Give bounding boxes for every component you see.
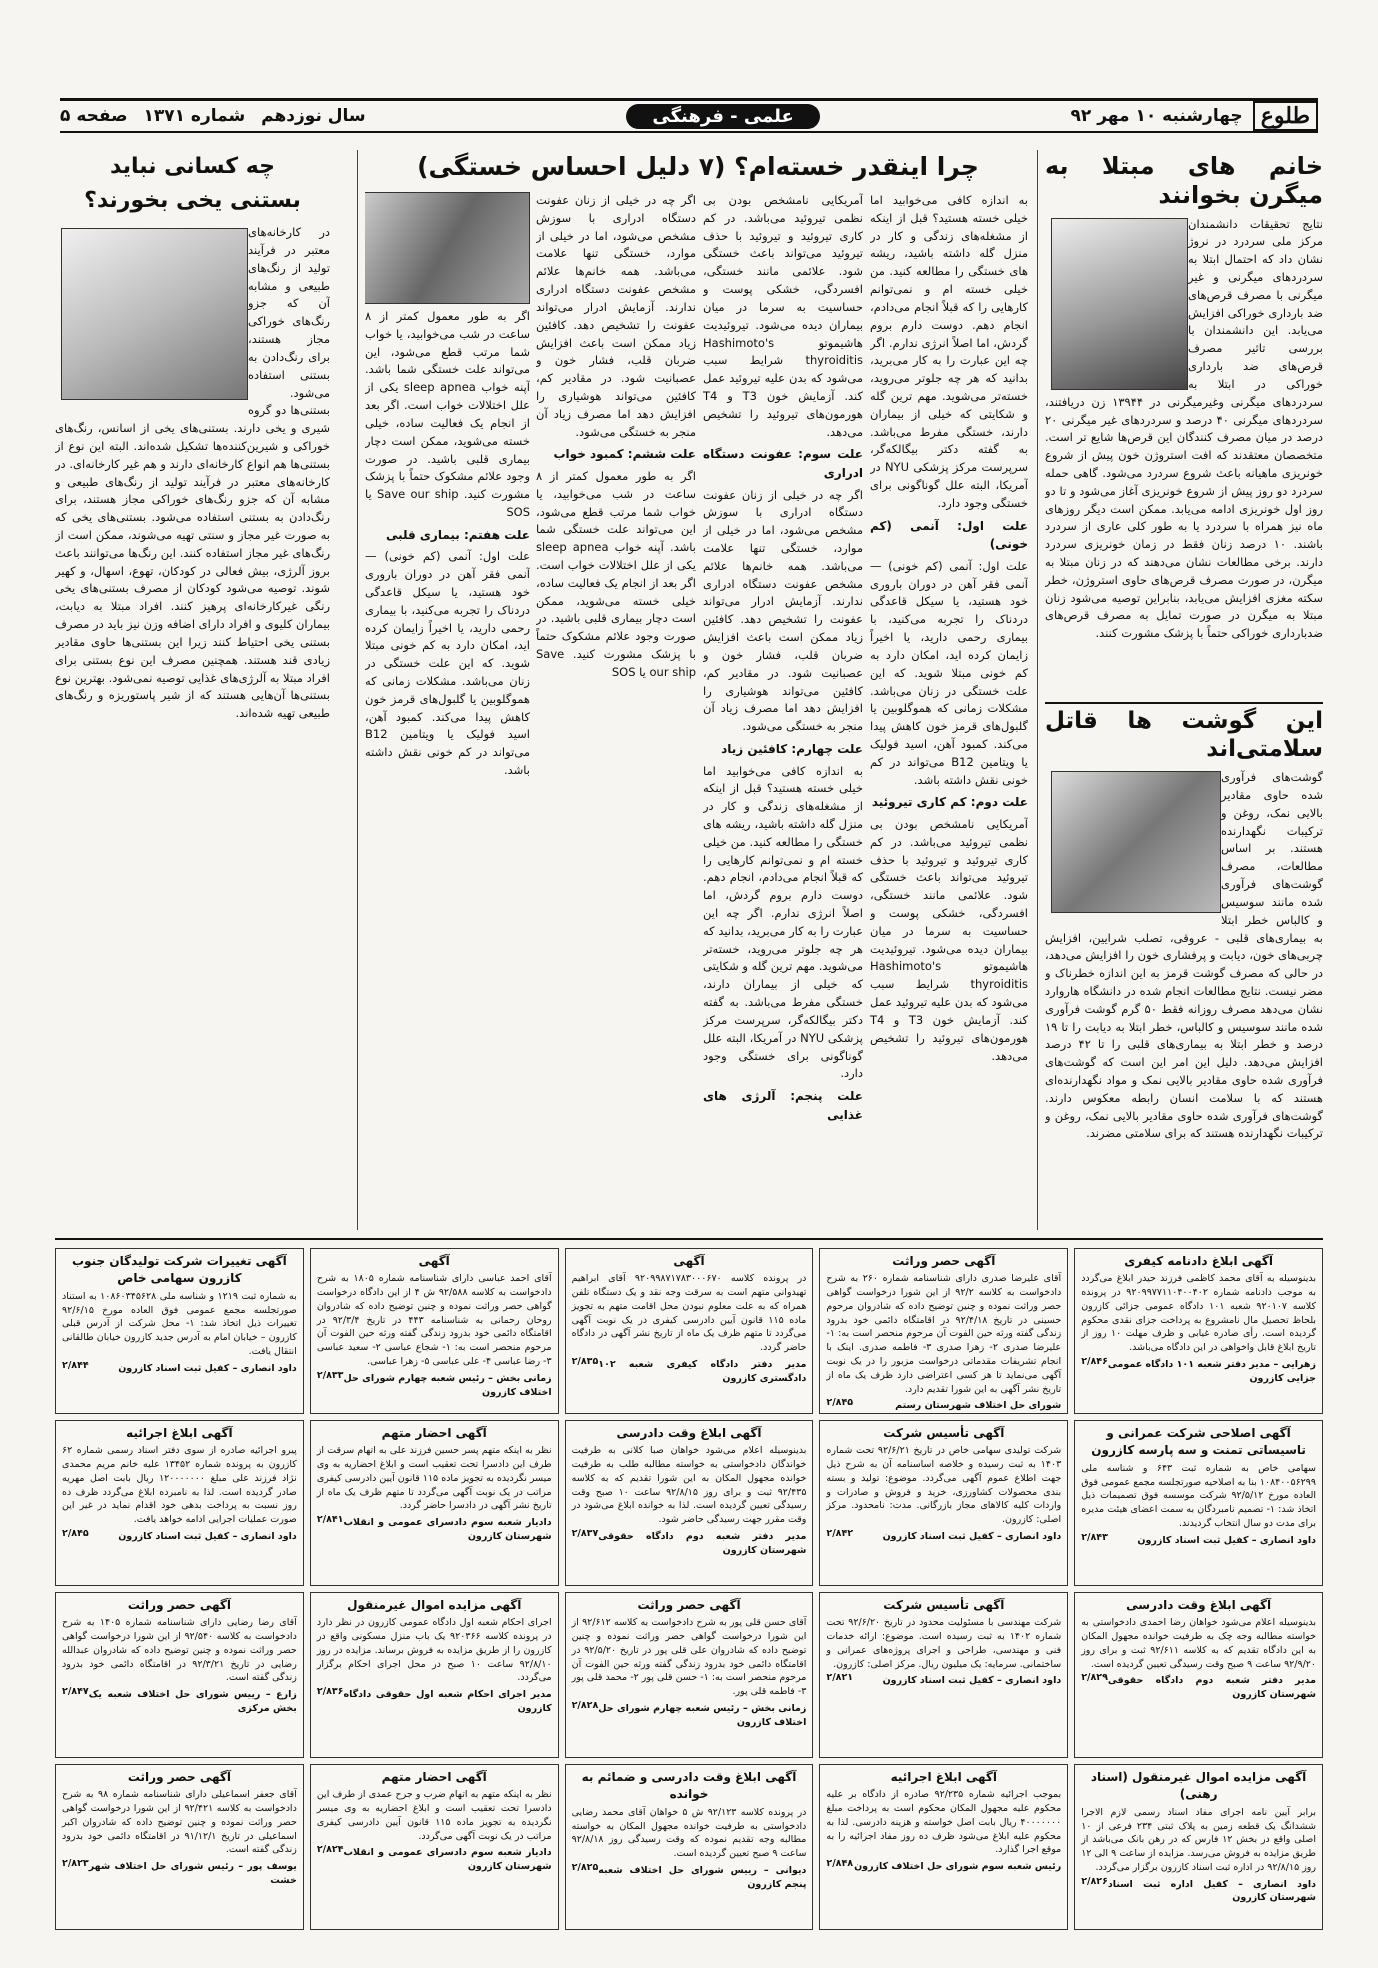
notice-signature: داود انصاری – کفیل ثبت اسناد کازرون bbox=[882, 1530, 1062, 1542]
notice-number: ۲/۸۴۶ bbox=[1081, 1355, 1108, 1367]
notice-body: بموجب اجرائیه شماره ۹۲/۲۳۵ صادره از دادگاه بر علیه محکوم علیه مجهول المکان محکوم است به پرداخت مبلغ ۴۰۰۰۰۰۰۰ ریال بابت اصل خواسته و هزینه دادرسی. لذا به محکوم علیه ابلاغ می‌شود ظرف ده روز مفاد اجرائیه را به موقع اجرا گذارد. bbox=[826, 1789, 1062, 1856]
notice-signature: یوسف پور – رئیس شورای حل اختلاف شهر خشت bbox=[88, 1861, 297, 1886]
legal-notice bbox=[55, 1420, 304, 1586]
notice-signature: زارع – رییس شورای حل اختلاف شعبه یک بخش مرکزی bbox=[88, 1689, 297, 1714]
fatigue-cause-2: علت دوم: کم کاری تیروئید bbox=[871, 795, 1028, 810]
legal-notice bbox=[565, 1764, 814, 1930]
fatigue-cause-1: علت اول: آنمی (کم خونی) bbox=[870, 518, 1028, 552]
article-migraine-title: خانم های مبتلا به میگرن بخوانند bbox=[1045, 152, 1323, 209]
notice-number: ۲/۸۲۶ bbox=[1081, 1875, 1108, 1887]
fatigue-cause-7-text: علت اول: آنمی (کم خونی) — آنمی فقر آهن در دوران باروری خود هستید، یا سیکل قاعدگی دردناک را تجربه می‌کنید، با بیماری رحمی دارید، یا اخیراً زایمان کرده اید، امکان دارد به کم خونی مبتلا شوید. که این علت خستگی در زنان می‌باشد. مشکلات زمانی که هموگلوبین یا گلبول‌های قرمز خون کاهش پیدا می‌کند. کمبود آهن، اسید فولیک یا ویتامین B12 می‌تواند در کم خونی نقش داشته باشد. bbox=[365, 549, 530, 778]
fatigue-cause-4: علت چهارم: کافئین زیاد bbox=[721, 741, 863, 756]
article-ice-cream bbox=[55, 150, 330, 1230]
masthead-right bbox=[1071, 101, 1318, 131]
article-fatigue-col1 bbox=[870, 192, 1028, 1232]
fatigue-col2-text: آمریکایی نامشخص بودن بی نظمی تیروئید می‌باشد. در کم کاری تیروئید و تیروئید با حذف تیروئید می‌تواند باعث خستگی شود. علائمی مانند خستگی، افسردگی، خشکی پوست و حساسیت به سرما در میان بیماران دیده می‌شود. تیروئیدیت هاشیموتو Hashimoto's thyroiditis شرایط سبب می‌شود که بدن علیه تیروئید عمل کند. آزمایش خون T3 و T4 هورمون‌های تیروئید را تشخیص می‌دهد. bbox=[703, 193, 863, 439]
notice-number: ۲/۸۴۵ bbox=[62, 1527, 89, 1539]
notice-title: آگهی ابلاغ وقت دادرسی و ضمائم به خوانده bbox=[581, 1770, 797, 1802]
ice-cream-photo bbox=[61, 228, 248, 400]
notice-signature: دادیار شعبه سوم دادسرای عمومی و انقلاب شهرستان کازرون bbox=[343, 1517, 552, 1542]
article-fatigue-col3 bbox=[536, 192, 696, 1232]
notice-number: ۲/۸۴۷ bbox=[62, 1686, 89, 1698]
legal-notice bbox=[310, 1592, 559, 1758]
notice-body: آقای حسن قلی پور به شرح دادخواست به کلاسه ۹۲/۶۱۲ از این شورا درخواست گواهی حصر وراثت نموده و چنین توضیح داده که شادروان علی قلی پور در تاریخ ۹۲/۵/۲۰ در اقامتگاه دائمی خود بدرود زندگی گفته ورثه حین الفوت آن مرحوم منحصر است به: ۱- حسن قلی پور ۲- محمد قلی پور ۳- فاطمه قلی پور. bbox=[571, 1617, 807, 1698]
legal-notice bbox=[819, 1592, 1068, 1758]
notice-body: آقای احمد عباسی دارای شناسنامه شماره ۱۸۰۵ به شرح دادخواست به کلاسه ۹۲/۵۸۸ ش ۴ از این دادگاه درخواست گواهی حصر وراثت نموده و چنین توضیح داده که شادروان روحان رحمانی به شناسنامه ۴۴۳ در تاریخ ۹۲/۳/۴ در اقامتگاه دائمی خود بدرود زندگی گفته ورثه حین الفوت آن مرحوم منحصر است به: ۱- شجاع عباسی ۲- سعید عباسی ۳- رضا عباسی ۴- علی عباسی ۵- زهرا عباسی. bbox=[316, 1273, 552, 1367]
fatigue-cause-7: علت هفتم: بیماری قلبی bbox=[385, 527, 530, 542]
notice-number: ۲/۸۲۳ bbox=[62, 1858, 89, 1870]
notice-signature: داود انصاری – کفیل ثبت اسناد کازرون bbox=[118, 1362, 297, 1374]
notice-body: نظر به اینکه متهم به اتهام ضرب و جرح عمدی از طرف این دادسرا تحت تعقیب است و ابلاغ احضاریه به وی میسر نگردیده به تجویز ماده ۱۱۵ قانون آیین دادرسی کیفری مراتب در یک نوبت آگهی می‌گردد. bbox=[316, 1789, 552, 1842]
fatigue-cause-3-text: اگر چه در خیلی از زنان عفونت دستگاه ادراری با سوزش مشخص می‌شود، اما در خیلی از موارد، خستگی تنها علامت می‌باشد. همه خانم‌ها علائم مشخص عفونت دستگاه ادراری ندارند. آزمایش ادرار می‌تواند عفونت را تشخیص دهد. کافئین زیاد ممکن است باعث افزایش ضربان قلب، فشار خون و عصبانیت شود. در مقادیر کم، کافئین می‌تواند هوشیاری را افزایش دهد اما مصرف زیاد آن منجر به خستگی می‌شود. bbox=[703, 487, 863, 734]
notice-body: پیرو اجرائیه صادره از سوی دفتر اسناد رسمی شماره ۶۲ کازرون به پرونده شماره ۱۳۴۵۲ علیه خانم مریم محمدی نژاد فرزند علی مبلغ ۱۲۰۰۰۰۰۰۰ ریال بابت اصل مهریه صادر گردیده است. لذا به نامبرده ابلاغ می‌گردد ظرف ده روز نسبت به پرداخت بدهی خود اقدام نماید در غیر این صورت عملیات اجرایی ادامه خواهد یافت. bbox=[62, 1445, 297, 1526]
notice-signature: داود انصاری – کفیل ثبت اسناد کازرون bbox=[882, 1675, 1062, 1687]
fatigue-cause-1-text: علت اول: آنمی (کم خونی) — آنمی فقر آهن در دوران باروری خود هستید، یا سیکل قاعدگی دردناک را تجربه می‌کنید، با بیماری رحمی دارید، یا اخیراً زایمان کرده اید، امکان دارد به کم خونی مبتلا شوید. که این علت خستگی در زنان می‌باشد. مشکلات زمانی که هموگلوبین یا گلبول‌های قرمز خون کاهش پیدا می‌کند. کمبود آهن، اسید فولیک یا ویتامین B12 می‌تواند در کم خونی نقش داشته باشد. bbox=[870, 558, 1028, 787]
notice-number: ۲/۸۴۳ bbox=[1081, 1531, 1108, 1543]
newspaper-logo: طلوع bbox=[1253, 101, 1318, 131]
legal-notice bbox=[55, 1592, 304, 1758]
fatigue-cause-3: علت سوم: عفونت دستگاه ادراری bbox=[703, 447, 863, 480]
legal-notice bbox=[565, 1248, 814, 1414]
notice-title: آگهی احضار متهم bbox=[381, 1426, 487, 1440]
notice-signature: رئیس شعبه سوم شورای حل اختلاف کازرون bbox=[854, 1861, 1062, 1873]
notice-signature: شورای حل اختلاف شهرستان رستم bbox=[895, 1400, 1062, 1412]
legal-notice bbox=[310, 1764, 559, 1930]
notice-signature: مدیر دفتر شعبه دوم دادگاه حقوقی شهرستان کازرون bbox=[1107, 1675, 1316, 1701]
notice-title: آگهی تغییرات شرکت تولیدگان جنوب کازرون سهامی خاص bbox=[72, 1254, 287, 1286]
notice-number: ۲/۸۲۱ bbox=[826, 1672, 854, 1684]
column-divider bbox=[1037, 150, 1038, 1230]
notice-title: آگهی مزایده اموال غیرمنقول bbox=[347, 1598, 522, 1612]
article-meat-body: گوشت‌های فرآوری شده حاوی مقادیر بالایی نمک، روغن و ترکیبات نگهدارنده هستند. بر اساس مطالعات، مصرف گوشت‌های فرآوری شده مانند سوسیس و کالباس خطر ابتلا به بیماری‌های قلبی - عروقی، تصلب شرایین، افزایش چربی‌های خون، دیابت و پرفشاری خون را افزایش می‌دهد، در حالی که مصرف گوشت قرمز به این اندازه خطرناک و مضر نیست. نتایج مطالعات انجام شده در دانشگاه هاروارد نشان می‌دهد مصرف روزانه فقط ۵۰ گرم گوشت فرآوری شده مانند سوسیس و کالباس، خطر ابتلا به دیابت را تا ۱۹ درصد و خطر ابتلا به بیماری‌های قلبی را تا ۴۲ درصد افزایش می‌دهد. دلیل این امر این است که گوشت‌های فرآوری شده حاوی مقادیر بالایی نمک و مواد نگهدارنده‌ای هستند که با سلامت انسان رابطه معکوس دارند. گوشت‌های فرآوری شده حاوی مقادیر بالایی نمک، روغن و ترکیبات نگهدارنده هستند که برای سلامتی مضرند. bbox=[1045, 770, 1323, 1141]
column-divider bbox=[357, 150, 358, 1230]
legal-notice bbox=[55, 1764, 304, 1930]
legal-notice bbox=[1074, 1248, 1323, 1414]
article-migraine-body: نتایج تحقیقات دانشمندان مرکز ملی سردرد در نروژ نشان داد که احتمال ابتلا به سردردهای میگرنی و غیر میگرنی با مصرف قرص‌های ضد بارداری خوراکی افزایش می‌یابد. این دانشمندان با بررسی تاثیر مصرف قرص‌های ضد بارداری خوراکی در ابتلا به سردردهای میگرنی وغیرمیگرنی در ۱۳۹۴۴ زن دریافتند، سردردهای میگرنی ۴۰ درصد و سردردهای غیر میگرنی ۲۰ درصد در میان مصرف کنندگان این قرص‌ها شایع تر است. متخصصان معتقدند که افت استروژن خون پیش از شروع خونریزی ماهیانه باعث شروع سردرد می‌شود. گاهی حمله سردرد دو روز پیش از شروع خونریزی آغاز می‌شود و تا دو روز اول خونریزی ادامه می‌یابد. ممکن است دیگر روزهای ماه نیز همراه با سردرد یا به طور کلی عاری از سردرد باشند. ۱۰ درصد زنان فقط در زمان خونریزی سردرد دارند. برخی مطالعات نشان می‌دهند که در زنان مبتلا به میگرن، در صورت مصرف قرص‌های حاوی استروژن، خطر سکته مغزی افزایش می‌یابد، بنابراین توصیه می‌شود زنان مبتلا به میگرن در صورت تمایل به مصرف قرص‌های ضدبارداری خوراکی حتماً با پزشک مشورت کنند. bbox=[1045, 216, 1323, 641]
notice-number: ۲/۸۳۵ bbox=[571, 1355, 599, 1367]
notice-body: آقای رضا رضایی دارای شناسنامه شماره ۱۴۰۵ به شرح دادخواست به کلاسه ۹۲/۵۴۰ از این شورا درخواست گواهی حصر وراثت نموده و چنین توضیح داده که شادروان عبدالله رضایی در تاریخ ۹۲/۳/۲۱ در اقامتگاه دائمی خود بدرود زندگی گفته است. bbox=[62, 1617, 297, 1684]
notice-title: آگهی ابلاغ وقت دادرسی bbox=[1126, 1598, 1272, 1612]
notice-title: آگهی ابلاغ دادنامه کیفری bbox=[1124, 1254, 1273, 1268]
article-fatigue-col4 bbox=[365, 192, 530, 1232]
masthead-left bbox=[60, 106, 376, 126]
notice-title: آگهی حصر وراثت bbox=[892, 1254, 996, 1268]
article-fatigue-col2 bbox=[703, 192, 863, 1232]
fatigue-cause-2-text: آمریکایی نامشخص بودن بی نظمی تیروئید می‌باشد. در کم کاری تیروئید و تیروئید با حذف تیروئید می‌تواند باعث خستگی شود. علائمی مانند خستگی، افسردگی، خشکی پوست و حساسیت به سرما در میان بیماران دیده می‌شود. تیروئیدیت هاشیموتو Hashimoto's thyroiditis شرایط سبب می‌شود که بدن علیه تیروئید عمل کند. آزمایش خون T3 و T4 هورمون‌های تیروئید را تشخیص می‌دهد. bbox=[870, 816, 1028, 1063]
notice-body: در پرونده کلاسه ۹۲۰۹۹۸۷۱۷۸۳۰۰۰۶۷۰ آقای ابراهیم تهیدوانی متهم است به سرقت وجه نقد و یک دستگاه تلفن همراه که به علت معلوم نبودن محل اقامت متهم به تجویز ماده ۱۱۵ قانون آیین دادرسی کیفری در یک نوبت آگهی می‌گردد تا متهم ظرف یک ماه از تاریخ نشر آگهی در دادگاه حاضر گردد. bbox=[571, 1273, 807, 1354]
fatigue-intro: به اندازه کافی می‌خوابید اما خیلی خسته هستید؟ قبل از اینکه از مشغله‌های زندگی و کار در منزل گله داشته باشید، ریشه های خستگی را مطالعه کنید. من خیلی خسته ام و نمی‌توانم کارهایی را که قبلاً انجام می‌دادم، انجام دهم. دوست دارم بروم گردش، اما اصلاً انرژی ندارم. اگر چه این عبارت را به کار می‌برید، بدانید که هر چه جلوتر می‌روید، خسته‌تر می‌شوید. مهم ترین گله و شکایتی که خیلی از بیماران دارند، خستگی مفرط می‌باشد. به گفته دکتر بیگالکه‌گر، سرپرست مرکز پزشکی NYU در آمریکا، البته علل گوناگونی برای خستگی وجود دارد. bbox=[870, 193, 1028, 510]
notice-title: آگهی ابلاغ اجرائیه bbox=[890, 1770, 998, 1784]
notice-signature: مدیر اجرای احکام شعبه اول حقوقی دادگاه کازرون bbox=[343, 1689, 552, 1714]
legal-notice bbox=[1074, 1592, 1323, 1758]
notice-title: آگهی احضار متهم bbox=[381, 1770, 487, 1784]
notice-title: آگهی مزایده اموال غیرمنقول (اسناد رهنی) bbox=[1090, 1770, 1307, 1802]
notice-signature: داود انصاری – کفیل ثبت اسناد کازرون bbox=[1137, 1534, 1316, 1546]
notice-body: بدینوسیله اعلام می‌شود خواهان رضا احمدی دادخواستی به خواسته مطالبه وجه چک به طرفیت خوانده مجهول المکان به این دادگاه تقدیم که به کلاسه ۹۲/۶۱۱ ثبت و برای روز ۹۲/۹/۲۰ ساعت ۹ صبح وقت رسیدگی تعیین گردیده است. bbox=[1081, 1617, 1316, 1670]
notice-body: شرکت مهندسی با مسئولیت محدود در تاریخ ۹۲/۶/۲۰ تحت شماره ۱۴۰۲ به ثبت رسیده است. موضوع: ارائه خدمات فنی و مهندسی، طراحی و اجرای پروژه‌های عمرانی و ساختمانی. سرمایه: یک میلیون ریال. مرکز اصلی: کازرون. bbox=[826, 1617, 1062, 1670]
notice-title: آگهی حصر وراثت bbox=[127, 1770, 231, 1784]
legal-notice bbox=[819, 1764, 1068, 1930]
article-processed-meat bbox=[1045, 700, 1323, 1230]
notice-body: آقای جعفر اسماعیلی دارای شناسنامه شماره ۹۸ به شرح دادخواست به کلاسه ۹۲/۴۲۱ از این شورا درخواست گواهی حصر وراثت نموده و چنین توضیح داده که شادروان اکبر اسماعیلی در تاریخ ۹۱/۱۲/۱ در اقامتگاه دائمی خود بدرود زندگی گفته است. bbox=[62, 1789, 297, 1856]
notice-number: ۲/۸۳۶ bbox=[316, 1686, 344, 1698]
fatigue-cause-6-text: اگر به طور معمول کمتر از ۸ ساعت در شب می‌خوابید، یا خواب شما مرتب قطع می‌شود، این می‌تواند علت خستگی شما باشد. آپنه خواب sleep apnea یکی از علل اختلالات خواب است. اگر بعد از انجام یک فعالیت ساده، خیلی خسته می‌شوید، ممکن است دچار بیماری قلبی باشید. در صورت وجود علائم مشکوک حتماً با پزشک مشورت کنید. Save our ship یا SOS bbox=[536, 468, 696, 679]
notice-title: آگهی ابلاغ اجرائیه bbox=[126, 1426, 233, 1440]
notice-title: آگهی تأسیس شرکت bbox=[883, 1426, 1005, 1440]
notice-number: ۲/۸۲۸ bbox=[571, 1699, 599, 1711]
fatigue-photo bbox=[365, 192, 530, 304]
legal-notice bbox=[565, 1592, 814, 1758]
notice-number: ۲/۸۳۳ bbox=[316, 1369, 344, 1381]
notice-signature: داود انصاری – کفیل اداره ثبت اسناد شهرستان کازرون bbox=[1107, 1878, 1316, 1904]
notice-title: آگهی ابلاغ وقت دادرسی bbox=[616, 1426, 762, 1440]
notice-signature: زمانی بخش – رئیس شعبه چهارم شورای حل اختلاف کازرون bbox=[598, 1702, 807, 1728]
notice-title: آگهی حصر وراثت bbox=[127, 1598, 231, 1612]
fatigue-col4-text: اگر به طور معمول کمتر از ۸ ساعت در شب می‌خوابید، یا خواب شما مرتب قطع می‌شود، این می‌تواند علت خستگی شما باشد. آپنه خواب sleep apnea یکی از علل اختلالات خواب است. اگر بعد از انجام یک فعالیت ساده، خیلی خسته می‌شوید، ممکن است دچار بیماری قلبی باشید. در صورت وجود علائم مشکوک حتماً با پزشک مشورت کنید. Save our ship یا SOS bbox=[365, 309, 530, 519]
page-number: صفحه ۵ bbox=[60, 106, 128, 126]
article-icecream-title-2: بستنی یخی بخورند؟ bbox=[84, 188, 301, 214]
fatigue-col3-text: اگر چه در خیلی از زنان عفونت دستگاه ادراری با سوزش مشخص می‌شود، اما در خیلی از موارد، خستگی تنها علامت می‌باشد. همه خانم‌ها علائم مشخص عفونت دستگاه ادراری ندارند. آزمایش ادرار می‌تواند عفونت را تشخیص دهد. کافئین زیاد ممکن است باعث افزایش ضربان قلب، فشار خون و عصبانیت شود. در مقادیر کم، کافئین می‌تواند هوشیاری را افزایش دهد اما مصرف زیاد آن منجر به خستگی می‌شود. bbox=[536, 193, 696, 439]
notice-signature: دادیار شعبه سوم دادسرای عمومی و انقلاب شهرستان کازرون bbox=[343, 1847, 552, 1873]
notice-number: ۲/۸۲۵ bbox=[571, 1861, 599, 1873]
legal-notice bbox=[819, 1248, 1068, 1414]
article-fatigue-title: چرا اینقدر خسته‌ام؟ (۷ دلیل احساس خستگی) bbox=[417, 152, 979, 181]
notice-signature: مدیر دفتر شعبه دوم دادگاه حقوقی شهرستان کازرون bbox=[598, 1530, 807, 1556]
legal-notice bbox=[310, 1420, 559, 1586]
sausage-photo bbox=[1051, 771, 1221, 913]
notice-title: آگهی bbox=[418, 1254, 450, 1268]
notice-number: ۲/۸۴۱ bbox=[316, 1514, 344, 1526]
issue-date: چهارشنبه ۱۰ مهر ۹۲ bbox=[1070, 106, 1243, 126]
notice-signature: زهرایی – مدیر دفتر شعبه ۱۰۱ دادگاه عمومی جزایی کازرون bbox=[1107, 1358, 1316, 1384]
legal-notice bbox=[55, 1248, 304, 1414]
notice-number: ۲/۸۴۲ bbox=[826, 1527, 854, 1539]
notice-number: ۲/۸۲۴ bbox=[316, 1844, 344, 1856]
legal-notice bbox=[1074, 1764, 1323, 1930]
notice-number: ۲/۸۴۴ bbox=[62, 1359, 89, 1371]
migraine-photo bbox=[1051, 218, 1188, 390]
year-label: سال نوزدهم bbox=[261, 106, 366, 126]
notice-body: بدینوسیله به آقای محمد کاظمی فرزند حیدر ابلاغ می‌گردد به موجب دادنامه شماره ۹۲۰۹۹۷۷۱۱۰۴۰۰۴۰۲ در پرونده کلاسه ۹۲۰۱۰۷ شعبه ۱۰۱ دادگاه عمومی جزائی کازرون بلحاظ تحصیل مال نامشروع به پرداخت جزای نقدی محکوم گردیده است. رأی صادره غیابی و ظرف مهلت ۱۰ روز از تاریخ ابلاغ قابل واخواهی در این دادگاه می‌باشد. bbox=[1081, 1273, 1316, 1354]
fatigue-cause-4-text: به اندازه کافی می‌خوابید اما خیلی خسته هستید؟ قبل از اینکه از مشغله‌های زندگی و کار در منزل گله داشته باشید، ریشه های خستگی را مطالعه کنید. من خیلی خسته ام و نمی‌توانم کارهایی را که قبلاً انجام می‌دادم، انجام دهم. دوست دارم بروم گردش، اما اصلاً انرژی ندارم. اگر چه این عبارت را به کار می‌برید، بدانید که هر چه جلوتر می‌روید، خسته‌تر می‌شوید. مهم ترین گله و شکایتی که خیلی از بیماران دارند، خستگی مفرط می‌باشد. به گفته دکتر بیگالکه‌گر، سرپرست مرکز پزشکی NYU در آمریکا، البته علل گوناگونی برای خستگی وجود دارد. bbox=[703, 763, 863, 1081]
legal-notice bbox=[565, 1420, 814, 1586]
issue-number: شماره ۱۳۷۱ bbox=[143, 106, 246, 126]
notice-title: آگهی تأسیس شرکت bbox=[883, 1598, 1005, 1612]
article-icecream-title-1: چه کسانی نباید bbox=[110, 154, 275, 179]
notice-signature: زمانی بخش – رئیس شعبه چهارم شورای حل اختلاف کازرون bbox=[343, 1372, 552, 1398]
article-meat-title: این گوشت ها قاتل سلامتی‌اند bbox=[1045, 702, 1323, 763]
article-migraine bbox=[1045, 150, 1323, 690]
legal-notice bbox=[1074, 1420, 1323, 1586]
notice-signature: مدیر دفتر دادگاه کیفری شعبه ۱۰۲ دادگستری کازرون bbox=[598, 1358, 807, 1384]
legal-notice bbox=[819, 1420, 1068, 1586]
notice-body: به شماره ثبت ۱۲۱۹ و شناسه ملی ۱۰۸۶۰۳۴۵۶۲۸ به استناد صورتجلسه مجمع عمومی فوق العاده مورخ ۹۲/۶/۱۵ تغییرات ذیل اتخاذ شد: ۱- محل شرکت از آدرس قبلی کازرون – خیابان امام به آدرس جدید کازرون خیابان طالقانی انتقال یافت. bbox=[62, 1290, 297, 1357]
fatigue-cause-6: علت ششم: کمبود خواب bbox=[553, 447, 696, 462]
notice-number: ۲/۸۴۸ bbox=[826, 1858, 854, 1870]
notice-body: برابر آیین نامه اجرای مفاد اسناد رسمی لازم الاجرا ششدانگ یک قطعه زمین به پلاک ثبتی ۲۳۴ فرعی از ۱۰ اصلی واقع در بخش ۱۲ فارس که در رهن بانک می‌باشد از طریق مزایده به فروش می‌رسد. مزایده از ساعت ۹ الی ۱۲ روز ۹۲/۸/۱۵ در اداره ثبت اسناد کازرون برگزار می‌گردد. bbox=[1081, 1806, 1316, 1873]
notice-title: آگهی حصر وراثت bbox=[637, 1598, 741, 1612]
notice-number: ۲/۸۳۷ bbox=[571, 1527, 599, 1539]
notice-number: ۲/۸۴۵ bbox=[826, 1397, 854, 1409]
masthead bbox=[60, 98, 1318, 133]
notice-body: سهامی خاص به شماره ثبت ۶۴۳ و شناسه ملی ۱۰۸۴۰۰۵۶۲۹۹ بنا به اصلاحیه صورتجلسه مجمع عمومی فوق العاده مورخ ۹۲/۵/۱۲ شرکت موسسه فوق تصمیمات ذیل اتخاذ شد: ۱- تصمیم نامبردگان به سمت اعضای هیئت مدیره برای مدت دو سال انتخاب گردیدند. bbox=[1081, 1462, 1316, 1529]
article-icecream-body: در کارخانه‌های معتبر در فرآیند تولید از رنگ‌های طبیعی و مشابه آن که جزو رنگ‌های خوراکی مجاز هستند، برای رنگ‌دادن به بستنی استفاده می‌شود. بستنی‌ها دو گروه شیری و یخی دارند. بستنی‌های یخی از اسانس، رنگ‌های خوراکی و شیرین‌کننده‌ها تشکیل شده‌اند. البته این نوع از بستنی‌ها هم انواع کارخانه‌ای دارند و هم غیر کارخانه‌ای. در کارخانه‌های معتبر در فرآیند تولید از رنگ‌های طبیعی و مشابه آن که جزو رنگ‌های خوراکی مجاز هستند، برای رنگ‌دادن به بستنی استفاده می‌شود. بستنی‌های یخی که به صورت غیر مجاز و سنتی تهیه می‌شوند، ممکن است از رنگ‌های غیر مجاز استفاده کنند. این رنگ‌ها می‌توانند باعث بروز آلرژی، بیش فعالی در کودکان، تهوع، اسهال، و کهیر شوند. توصیه می‌شود کودکان از مصرف بستنی‌های یخی رنگی غیرکارخانه‌ای پرهیز کنند. افراد مبتلا به دیابت، بیماران کلیوی و افراد دارای اضافه وزن نیز باید در مصرف بستنی یخی احتیاط کنند زیرا این بستنی‌ها حاوی مقادیر زیادی قند هستند. همچنین مصرف این نوع بستنی برای افراد مبتلا به آلرژی‌های غذایی توصیه نمی‌شود. بهترین نوع بستنی‌ها آن‌هایی هستند که از شیر پاستوریزه و رنگ‌های طبیعی تهیه شده‌اند. bbox=[55, 225, 330, 721]
notice-body: آقای علیرضا صدری دارای شناسنامه شماره ۲۶۰ به شرح دادخواست به کلاسه ۹۲/۲ از این شورا درخواست گواهی حصر وراثت نموده و چنین توضیح داده که شادروان مرحوم حسینی در تاریخ ۹۲/۴/۱۸ در اقامتگاه دائمی خود بدرود زندگی گفته ورثه حین الفوت آن مرحوم منحصر است به: ۱- علیرضا صدری ۲- زهرا صدری ۳- فاطمه صدری. اینک با انجام تشریفات مقدماتی درخواست مزبور را در یک نوبت آگهی می‌نماید تا هر کسی اعتراضی دارد ظرف یک ماه از تاریخ نشر آگهی به این شورا تقدیم دارد. bbox=[826, 1273, 1062, 1395]
notice-body: شرکت تولیدی سهامی خاص در تاریخ ۹۲/۶/۲۱ تحت شماره ۱۴۰۳ به ثبت رسیده و خلاصه اساسنامه آن به شرح ذیل جهت اطلاع عموم آگهی می‌گردد. موضوع: تولید و بسته بندی محصولات کشاورزی، خرید و فروش و صادرات و واردات کلیه کالاهای مجاز بازرگانی. مدت: نامحدود. مرکز اصلی: کازرون. bbox=[826, 1445, 1062, 1526]
notice-signature: دیوانی – رییس شورای حل اختلاف شعبه پنجم کازرون bbox=[598, 1864, 807, 1890]
notice-body: نظر به اینکه متهم پسر حسین فرزند علی به اتهام سرقت از طرف این دادسرا تحت تعقیب است و ابلاغ احضاریه به وی میسر نگردیده به تجویز ماده ۱۱۵ قانون آیین دادرسی کیفری مراتب در یک نوبت آگهی می‌گردد تا متهم ظرف یک ماه از تاریخ نشر آگهی در دادسرا حاضر گردد. bbox=[316, 1445, 552, 1512]
fatigue-cause-5: علت پنجم: آلرژی های غذایی bbox=[703, 1089, 863, 1122]
notice-body: در پرونده کلاسه ۹۲/۱۲۳ ش ۵ خواهان آقای محمد رضایی دادخواستی به طرفیت خوانده مجهول المکان به خواسته مطالبه وجه تقدیم نموده که وقت رسیدگی روز ۹۲/۸/۱۸ ساعت ۹ صبح تعیین گردیده است. bbox=[571, 1806, 807, 1860]
notice-body: بدینوسیله اعلام می‌شود خواهان صبا کلانی به طرفیت خواندگان دادخواستی به خواسته مطالبه طلب به طرفیت خوانده مجهول المکان به این شورا تقدیم که به کلاسه ۹۲/۴۳۵ ثبت و برای روز ۹۲/۸/۱۵ ساعت ۱۰ صبح وقت رسیدگی تعیین گردیده است. لذا به خوانده ابلاغ می‌شود در وقت مقرر جهت رسیدگی حاضر شود. bbox=[571, 1445, 807, 1526]
section-badge: علمی - فرهنگی bbox=[626, 104, 819, 129]
legal-notice bbox=[310, 1248, 559, 1414]
notice-signature: داود انصاری – کفیل ثبت اسناد کازرون bbox=[118, 1530, 297, 1542]
ads-top-rule bbox=[55, 1238, 1323, 1240]
notice-title: آگهی اصلاحی شرکت عمرانی و تاسیساتی تمنت و سه پارسه کازرون bbox=[1091, 1426, 1306, 1458]
notice-number: ۲/۸۲۹ bbox=[1081, 1672, 1108, 1684]
notice-body: اجرای احکام شعبه اول دادگاه عمومی کازرون در نظر دارد در پرونده کلاسه ۹۲۰۳۶۶ یک باب منزل مسکونی واقع در کازرون را از طریق مزایده به فروش برساند. مزایده در روز ۹۲/۸/۱۰ ساعت ۱۰ صبح در محل اجرای احکام برگزار می‌گردد. bbox=[316, 1617, 552, 1684]
notice-title: آگهی bbox=[673, 1254, 705, 1268]
